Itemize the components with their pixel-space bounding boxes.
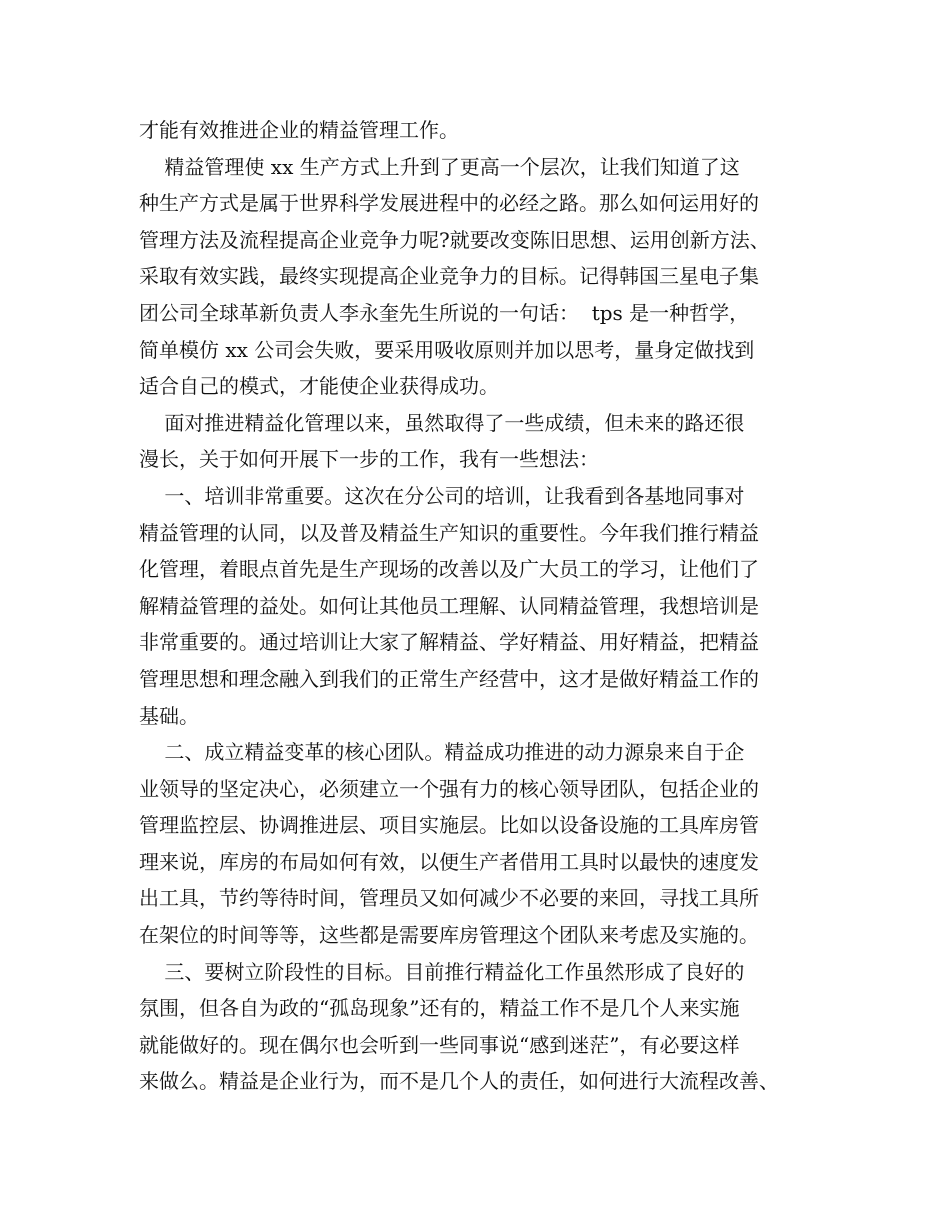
text-line: 种生产方式是属于世界科学发展进程中的必经之路。那么如何运用好的 [139, 191, 759, 216]
text-line: 精益管理的认同，以及普及精益生产知识的重要性。今年我们推行精益 [139, 520, 759, 545]
text-line: 出工具，节约等待时间，管理员又如何减少不必要的来回，寻找工具所 [139, 886, 759, 911]
text-line: 才能有效推进企业的精益管理工作。 [139, 118, 459, 142]
text-line: 非常重要的。通过培训让大家了解精益、学好精益、用好精益，把精益 [139, 630, 759, 655]
text-line: 团公司全球革新负责人李永奎先生所说的一句话： tps 是一种哲学， [139, 300, 750, 325]
text-line: 在架位的时间等等，这些都是需要库房管理这个团队来考虑及实施的。 [139, 923, 759, 948]
text-line: 适合自己的模式，才能使企业获得成功。 [139, 374, 499, 399]
text-line: 化管理，着眼点首先是生产现场的改善以及广大员工的学习，让他们了 [139, 557, 759, 582]
text-line: 三、要树立阶段性的目标。目前推行精益化工作虽然形成了良好的 [139, 959, 745, 984]
text-line: 二、成立精益变革的核心团队。精益成功推进的动力源泉来自于企 [139, 740, 745, 765]
text-line: 氛围，但各自为政的“孤岛现象”还有的，精益工作不是几个人来实施 [139, 996, 740, 1021]
text-line: 管理思想和理念融入到我们的正常生产经营中，这才是做好精益工作的 [139, 666, 759, 691]
text-line: 理来说，库房的布局如何有效，以便生产者借用工具时以最快的速度发 [139, 849, 759, 874]
text-line: 面对推进精益化管理以来，虽然取得了一些成绩，但未来的路还很 [139, 410, 745, 435]
text-line: 业领导的坚定决心，必须建立一个强有力的核心领导团队，包括企业的 [139, 776, 759, 801]
text-line: 简单模仿 xx 公司会失败，要采用吸收原则并加以思考，量身定做找到 [139, 337, 755, 362]
text-line: 精益管理使 xx 生产方式上升到了更高一个层次，让我们知道了这 [139, 154, 740, 179]
document-body [139, 112, 819, 1100]
text-line: 管理方法及流程提高企业竞争力呢?就要改变陈旧思想、运用创新方法、 [139, 227, 770, 252]
text-line: 解精益管理的益处。如何让其他员工理解、认同精益管理，我想培训是 [139, 593, 759, 618]
text-line: 一、培训非常重要。这次在分公司的培训，让我看到各基地同事对 [139, 483, 745, 508]
text-line: 漫长，关于如何开展下一步的工作，我有一些想法： [139, 447, 599, 472]
text-line: 来做么。精益是企业行为，而不是几个人的责任，如何进行大流程改善、 [139, 1069, 779, 1094]
text-line: 采取有效实践，最终实现提高企业竞争力的目标。记得韩国三星电子集 [139, 264, 759, 289]
text-line: 就能做好的。现在偶尔也会听到一些同事说“感到迷茫”，有必要这样 [139, 1032, 740, 1057]
text-line: 基础。 [139, 703, 199, 728]
text-line: 管理监控层、协调推进层、项目实施层。比如以设备设施的工具库房管 [139, 813, 759, 838]
